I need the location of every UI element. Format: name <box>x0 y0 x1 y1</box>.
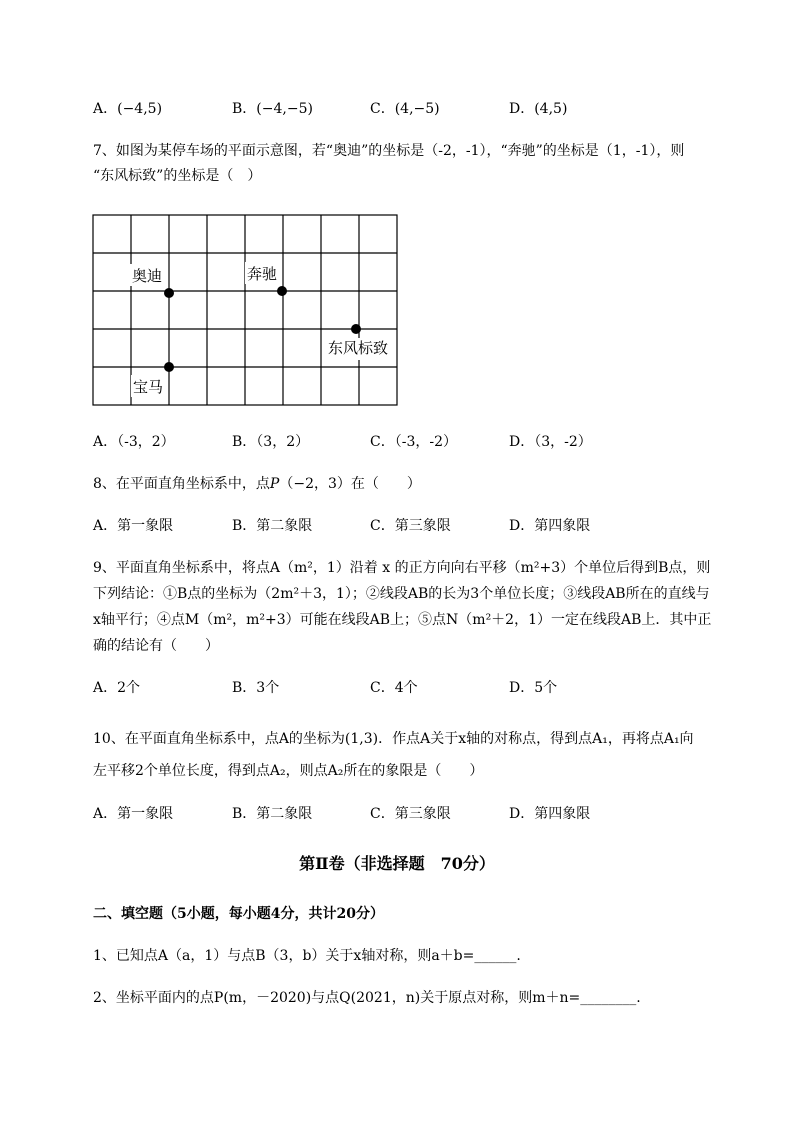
q8-text <box>93 474 421 494</box>
q8-option-c: C．第三象限 <box>370 518 451 534</box>
parking-lot-grid <box>92 214 398 407</box>
audi-point <box>164 288 174 298</box>
q9-option-a: A．2个 <box>93 680 141 696</box>
q6-option-a: A．(−4,5) <box>93 101 163 117</box>
q10-line2: 左平移2个单位长度，得到点A₂，则点A₂所在的象限是（ ） <box>93 763 484 779</box>
q9-line2: 下列结论：①B点的坐标为（2m²＋3，1）；②线段AB的长为3个单位长度；③线段AB所在的直线与 <box>93 586 710 602</box>
fill-heading: 二、填空题（5小题，每小题4分，共计20分） <box>93 906 384 922</box>
section-title: 第Ⅱ卷（非选择题 70分） <box>299 854 495 873</box>
q7-option-a: A．（-3，2） <box>93 434 175 450</box>
q7-text-line1: 7、如图为某停车场的平面示意图，若“奥迪”的坐标是（-2，-1），“奔驰”的坐标是（1，-1），则 <box>93 143 685 159</box>
q6-option-c: C．(4,−5) <box>370 101 440 117</box>
q9-line1: 9、平面直角坐标系中，将点A（m²，1）沿着 x 的正方向向右平移（m²+3）个单位后得到B点，则 <box>93 560 711 576</box>
q9-option-b: B．3个 <box>232 680 280 696</box>
q10-line1: 10、在平面直角坐标系中，点A的坐标为(1,3)．作点A关于x轴的对称点，得到点A₁，再将点A₁向 <box>93 731 694 747</box>
q9-line3: x轴平行；④点M（m²，m²+3）可能在线段AB上；⑤点N（m²＋2，1）一定在线段AB上．其中正 <box>93 612 712 628</box>
fill-question-2: 2、坐标平面内的点P(m，－2020)与点Q(2021，n)关于原点对称，则m＋n=________. <box>93 990 641 1006</box>
q9-option-d: D．5个 <box>509 680 558 696</box>
peugeot-point <box>351 324 361 334</box>
q10-option-b: B．第二象限 <box>232 806 313 822</box>
q7-text-line2: “东风标致”的坐标是（ ） <box>93 168 262 184</box>
q8-option-d: D．第四象限 <box>509 518 591 534</box>
q8-text-after: （−2，3）在（ ） <box>279 476 421 492</box>
benz-point <box>277 286 287 296</box>
bmw-label: 宝马 <box>133 378 164 396</box>
q8-point: P <box>269 476 280 492</box>
q8-option-b: B．第二象限 <box>232 518 313 534</box>
q6-option-b: B．(−4,−5) <box>232 101 313 117</box>
fill-question-1: 1、已知点A（a，1）与点B（3，b）关于x轴对称，则a＋b=______. <box>93 948 521 964</box>
q6-option-d: D．(4,5) <box>509 101 568 117</box>
audi-label: 奥迪 <box>132 267 163 285</box>
bmw-point <box>164 362 174 372</box>
q10-option-a: A．第一象限 <box>93 806 174 822</box>
q7-option-d: D．（3，-2） <box>509 434 592 450</box>
q8-option-a: A．第一象限 <box>93 518 174 534</box>
q10-option-d: D．第四象限 <box>509 806 591 822</box>
q9-line4: 确的结论有（ ） <box>93 638 219 654</box>
benz-label: 奔驰 <box>247 265 278 283</box>
q10-option-c: C．第三象限 <box>370 806 451 822</box>
peugeot-label: 东风标致 <box>328 339 389 357</box>
q7-option-b: B．（3，2） <box>232 434 310 450</box>
q9-option-c: C．4个 <box>370 680 418 696</box>
q8-text-before: 8、在平面直角坐标系中，点 <box>93 476 270 492</box>
q7-option-c: C．（-3，-2） <box>370 434 457 450</box>
